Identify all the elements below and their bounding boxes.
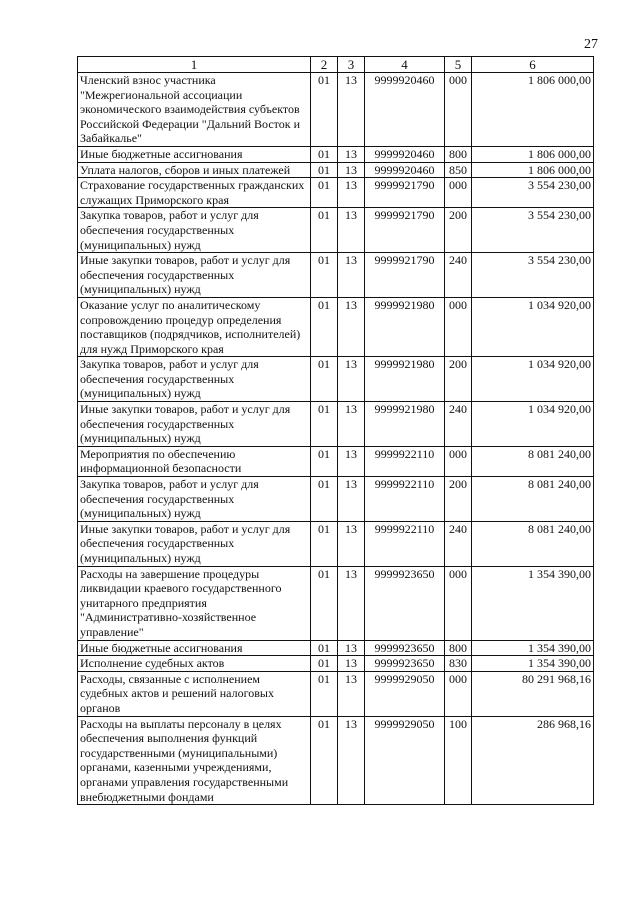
section-code: 01 (311, 640, 338, 656)
table-row (78, 477, 594, 522)
expense-name: Закупка товаров, работ и услуг для обеспечения государственных (муниципальных) нужд (78, 208, 311, 253)
amount: 3 554 230,00 (472, 178, 594, 208)
section-code: 01 (311, 446, 338, 476)
section-code: 01 (311, 162, 338, 178)
header-row (78, 57, 594, 73)
amount: 1 806 000,00 (472, 146, 594, 162)
target-article-code: 9999929050 (365, 671, 445, 716)
amount: 3 554 230,00 (472, 253, 594, 298)
subsection-code: 13 (338, 671, 365, 716)
target-article-code: 9999920460 (365, 162, 445, 178)
subsection-code: 13 (338, 297, 365, 356)
amount: 8 081 240,00 (472, 446, 594, 476)
table-row (78, 162, 594, 178)
section-code: 01 (311, 73, 338, 147)
expense-name: Расходы на выплаты персоналу в целях обеспечения выполнения функций государственными (муниципальными) органами, казенными учреждениями, органами управления государственными внебюджетными фондами (78, 716, 311, 805)
expense-name: Оказание услуг по аналитическому сопровождению процедур определения поставщиков (подрядчиков, исполнителей) для нужд Приморского края (78, 297, 311, 356)
header-cell-3: 3 (338, 57, 365, 73)
amount: 1 354 390,00 (472, 640, 594, 656)
expense-name: Иные закупки товаров, работ и услуг для обеспечения государственных (муниципальных) нужд (78, 253, 311, 298)
expense-type-code: 240 (445, 253, 472, 298)
subsection-code: 13 (338, 640, 365, 656)
amount: 8 081 240,00 (472, 521, 594, 566)
table-row (78, 521, 594, 566)
expense-name: Страхование государственных гражданских служащих Приморского края (78, 178, 311, 208)
expense-type-code: 830 (445, 656, 472, 672)
expense-type-code: 000 (445, 178, 472, 208)
section-code: 01 (311, 178, 338, 208)
table-row (78, 656, 594, 672)
subsection-code: 13 (338, 446, 365, 476)
expense-type-code: 200 (445, 477, 472, 522)
target-article-code: 9999921980 (365, 357, 445, 402)
amount: 286 968,16 (472, 716, 594, 805)
target-article-code: 9999921790 (365, 208, 445, 253)
expense-type-code: 000 (445, 566, 472, 640)
subsection-code: 13 (338, 208, 365, 253)
section-code: 01 (311, 402, 338, 447)
table-row (78, 357, 594, 402)
section-code: 01 (311, 566, 338, 640)
section-code: 01 (311, 521, 338, 566)
section-code: 01 (311, 671, 338, 716)
table-row (78, 640, 594, 656)
expense-type-code: 800 (445, 146, 472, 162)
subsection-code: 13 (338, 178, 365, 208)
table-row (78, 178, 594, 208)
expense-type-code: 850 (445, 162, 472, 178)
expense-type-code: 000 (445, 671, 472, 716)
table-row (78, 402, 594, 447)
section-code: 01 (311, 146, 338, 162)
expense-type-code: 000 (445, 73, 472, 147)
budget-table (77, 56, 594, 805)
subsection-code: 13 (338, 477, 365, 522)
subsection-code: 13 (338, 656, 365, 672)
section-code: 01 (311, 716, 338, 805)
expense-name: Расходы на завершение процедуры ликвидации краевого государственного унитарного предприятия "Административно-хозяйственное управление" (78, 566, 311, 640)
target-article-code: 9999921790 (365, 253, 445, 298)
expense-name: Закупка товаров, работ и услуг для обеспечения государственных (муниципальных) нужд (78, 477, 311, 522)
table-row (78, 446, 594, 476)
expense-name: Иные бюджетные ассигнования (78, 640, 311, 656)
section-code: 01 (311, 477, 338, 522)
target-article-code: 9999920460 (365, 73, 445, 147)
header-cell-5: 5 (445, 57, 472, 73)
amount: 1 806 000,00 (472, 73, 594, 147)
target-article-code: 9999921980 (365, 297, 445, 356)
expense-name: Закупка товаров, работ и услуг для обеспечения государственных (муниципальных) нужд (78, 357, 311, 402)
table-row (78, 716, 594, 805)
amount: 1 354 390,00 (472, 566, 594, 640)
expense-name: Иные закупки товаров, работ и услуг для обеспечения государственных (муниципальных) нужд (78, 521, 311, 566)
amount: 8 081 240,00 (472, 477, 594, 522)
expense-name: Мероприятия по обеспечению информационной безопасности (78, 446, 311, 476)
subsection-code: 13 (338, 253, 365, 298)
expense-name: Расходы, связанные с исполнением судебных актов и решений налоговых органов (78, 671, 311, 716)
amount: 1 806 000,00 (472, 162, 594, 178)
expense-name: Иные бюджетные ассигнования (78, 146, 311, 162)
expense-type-code: 100 (445, 716, 472, 805)
amount: 1 354 390,00 (472, 656, 594, 672)
target-article-code: 9999921980 (365, 402, 445, 447)
section-code: 01 (311, 656, 338, 672)
target-article-code: 9999923650 (365, 566, 445, 640)
expense-name: Членский взнос участника "Межрегиональной ассоциации экономического взаимодействия субъектов Российской Федерации "Дальний Восток и Забайкалье" (78, 73, 311, 147)
expense-type-code: 240 (445, 402, 472, 447)
subsection-code: 13 (338, 716, 365, 805)
table-row (78, 208, 594, 253)
target-article-code: 9999923650 (365, 640, 445, 656)
expense-type-code: 200 (445, 208, 472, 253)
expense-type-code: 000 (445, 297, 472, 356)
target-article-code: 9999929050 (365, 716, 445, 805)
target-article-code: 9999922110 (365, 521, 445, 566)
target-article-code: 9999923650 (365, 656, 445, 672)
header-cell-2: 2 (311, 57, 338, 73)
expense-name: Исполнение судебных актов (78, 656, 311, 672)
table-row (78, 671, 594, 716)
target-article-code: 9999922110 (365, 446, 445, 476)
expense-name: Уплата налогов, сборов и иных платежей (78, 162, 311, 178)
amount: 1 034 920,00 (472, 297, 594, 356)
table-row (78, 253, 594, 298)
amount: 1 034 920,00 (472, 402, 594, 447)
header-cell-6: 6 (472, 57, 594, 73)
section-code: 01 (311, 253, 338, 298)
expense-type-code: 200 (445, 357, 472, 402)
target-article-code: 9999922110 (365, 477, 445, 522)
amount: 80 291 968,16 (472, 671, 594, 716)
expense-type-code: 000 (445, 446, 472, 476)
expense-type-code: 240 (445, 521, 472, 566)
section-code: 01 (311, 297, 338, 356)
expense-type-code: 800 (445, 640, 472, 656)
target-article-code: 9999920460 (365, 146, 445, 162)
header-cell-1: 1 (78, 57, 311, 73)
subsection-code: 13 (338, 566, 365, 640)
header-cell-4: 4 (365, 57, 445, 73)
subsection-code: 13 (338, 357, 365, 402)
page-number: 27 (584, 37, 598, 52)
subsection-code: 13 (338, 73, 365, 147)
subsection-code: 13 (338, 521, 365, 566)
amount: 1 034 920,00 (472, 357, 594, 402)
amount: 3 554 230,00 (472, 208, 594, 253)
subsection-code: 13 (338, 146, 365, 162)
subsection-code: 13 (338, 402, 365, 447)
table-row (78, 566, 594, 640)
table-row (78, 73, 594, 147)
subsection-code: 13 (338, 162, 365, 178)
section-code: 01 (311, 357, 338, 402)
expense-name: Иные закупки товаров, работ и услуг для обеспечения государственных (муниципальных) нужд (78, 402, 311, 447)
table-row (78, 146, 594, 162)
section-code: 01 (311, 208, 338, 253)
table-row (78, 297, 594, 356)
target-article-code: 9999921790 (365, 178, 445, 208)
